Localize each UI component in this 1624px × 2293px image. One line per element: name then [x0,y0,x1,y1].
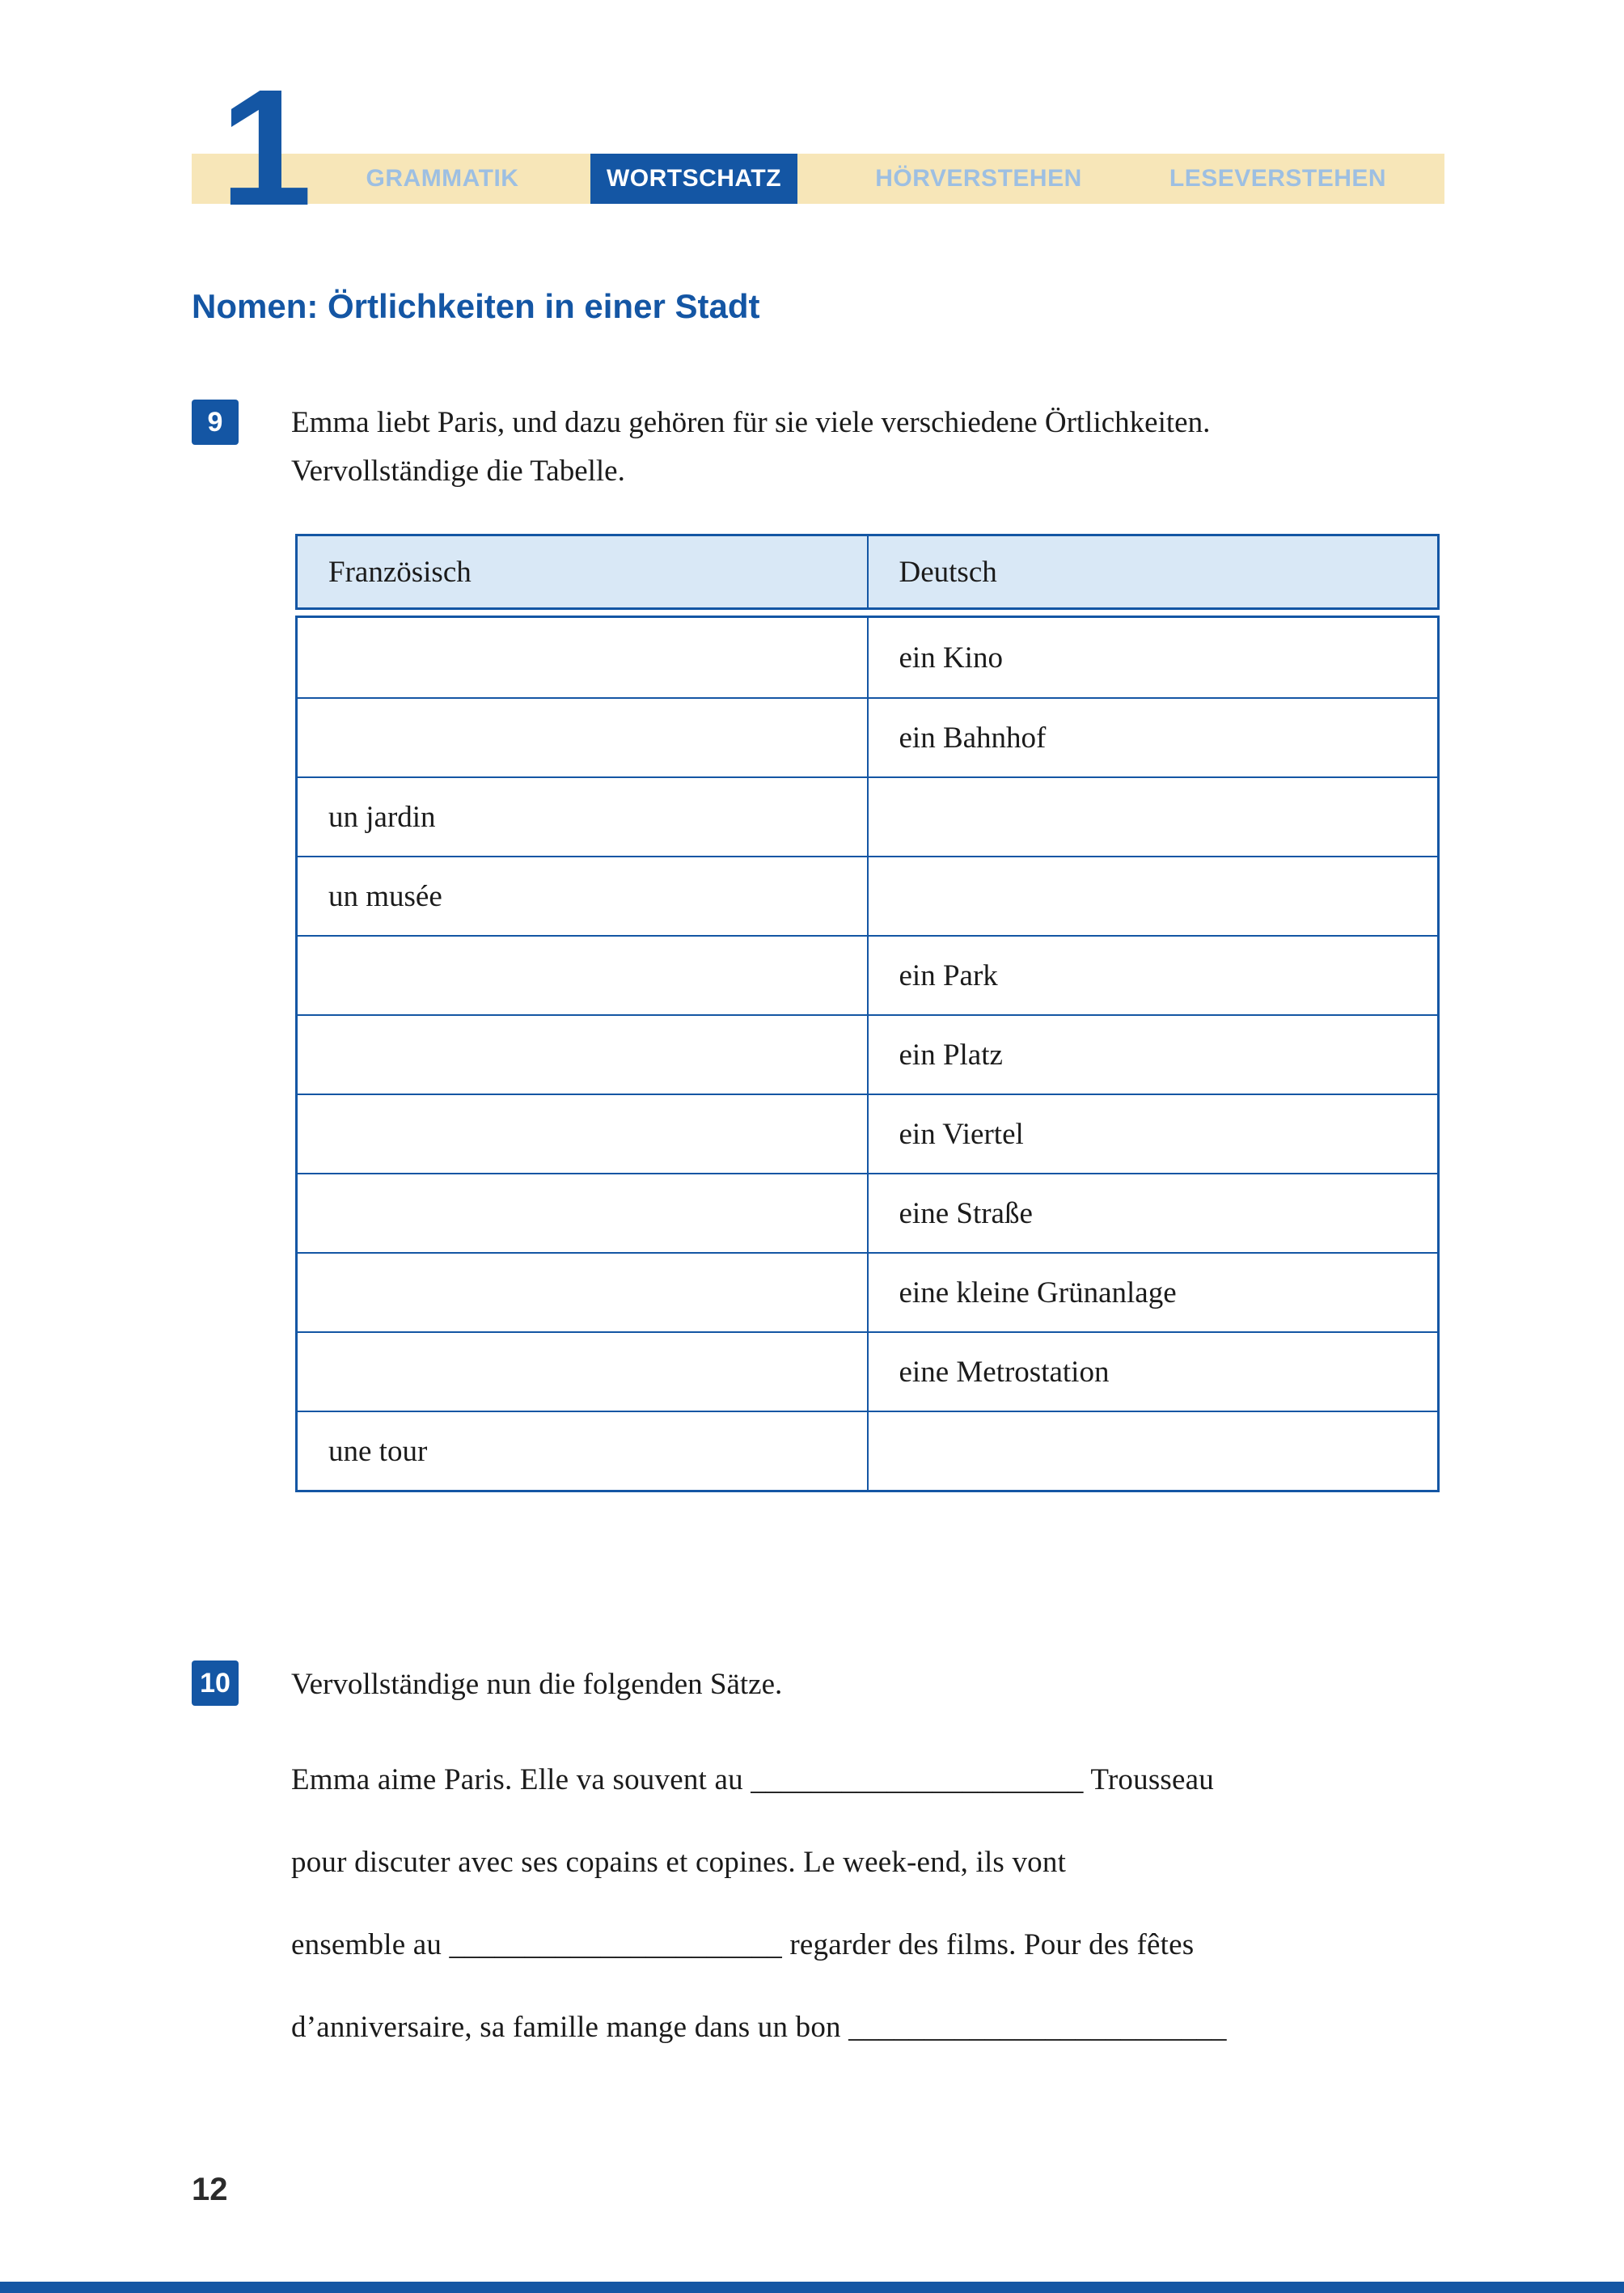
table-cell-french [298,618,867,697]
table-cell-german: ein Kino [867,618,1438,697]
table-row [298,1173,1437,1252]
table-header-row [295,534,1440,610]
table-cell-german: ein Bahnhof [867,699,1438,776]
table-cell-french: un musée [328,879,442,913]
table-header-french: Französisch [328,555,472,589]
table-cell-german: eine Metrostation [867,1333,1438,1411]
exercise-9-badge: 9 [192,400,239,445]
fill-in-line: ensemble au ______________________ regarder des films. Pour des fêtes [291,1928,1195,1961]
table-cell-german: eine Straße [867,1174,1438,1252]
table-row [298,697,1437,776]
tab-grammatik[interactable]: GRAMMATIK [366,165,519,192]
table-cell-french [298,1095,867,1173]
exercise-9-instruction-line1: Emma liebt Paris, und dazu gehören für sie viele verschiedene Örtlichkeiten. [291,406,1211,439]
table-row [298,776,1437,856]
table-cell-german [867,778,1438,856]
table-row [298,1411,1437,1490]
tab-leseverstehen[interactable]: LESEVERSTEHEN [1169,165,1387,192]
fill-in-line: Emma aime Paris. Elle va souvent au ______________________ Trousseau [291,1763,1214,1796]
table-row [298,1252,1437,1331]
table-cell-french: un jardin [328,800,436,834]
table-row [298,618,1437,697]
fill-in-paragraph [291,1739,1488,2069]
table-row [298,856,1437,935]
table-header-german: Deutsch [867,536,1438,607]
exercise-9-instruction-line2: Vervollständige die Tabelle. [291,455,625,488]
table-row [298,1014,1437,1094]
table-body [295,616,1440,1492]
fill-in-line: pour discuter avec ses copains et copines. Le week-end, ils vont [291,1846,1067,1879]
tab-wortschatz[interactable]: WORTSCHATZ [590,154,797,204]
section-title: Nomen: Örtlichkeiten in einer Stadt [192,287,760,325]
table-cell-french [298,1254,867,1331]
table-cell-german [867,1412,1438,1490]
table-row [298,1094,1437,1173]
table-cell-french: une tour [328,1434,428,1468]
exercise-10-instruction: Vervollständige nun die folgenden Sätze. [291,1668,783,1701]
tab-hoerverstehen[interactable]: HÖRVERSTEHEN [875,165,1082,192]
table-cell-german: ein Viertel [867,1095,1438,1173]
exercise-10-badge: 10 [192,1661,239,1706]
table-cell-german [867,857,1438,935]
table-cell-french [298,699,867,776]
chapter-number: 1 [220,55,313,240]
nav-bar [192,154,1444,204]
table-cell-french [298,937,867,1014]
table-cell-french [298,1016,867,1094]
table-row [298,935,1437,1014]
page-number: 12 [192,2172,228,2207]
fill-in-line: d’anniversaire, sa famille mange dans un bon _________________________ [291,2011,1227,2044]
table-cell-french [298,1174,867,1252]
bottom-rule [0,2282,1624,2293]
vocabulary-table [295,534,1440,1492]
table-cell-german: eine kleine Grünanlage [867,1254,1438,1331]
table-row [298,1331,1437,1411]
table-cell-german: ein Platz [867,1016,1438,1094]
exercise-9-instruction [291,399,1456,496]
table-cell-french [298,1333,867,1411]
table-cell-german: ein Park [867,937,1438,1014]
